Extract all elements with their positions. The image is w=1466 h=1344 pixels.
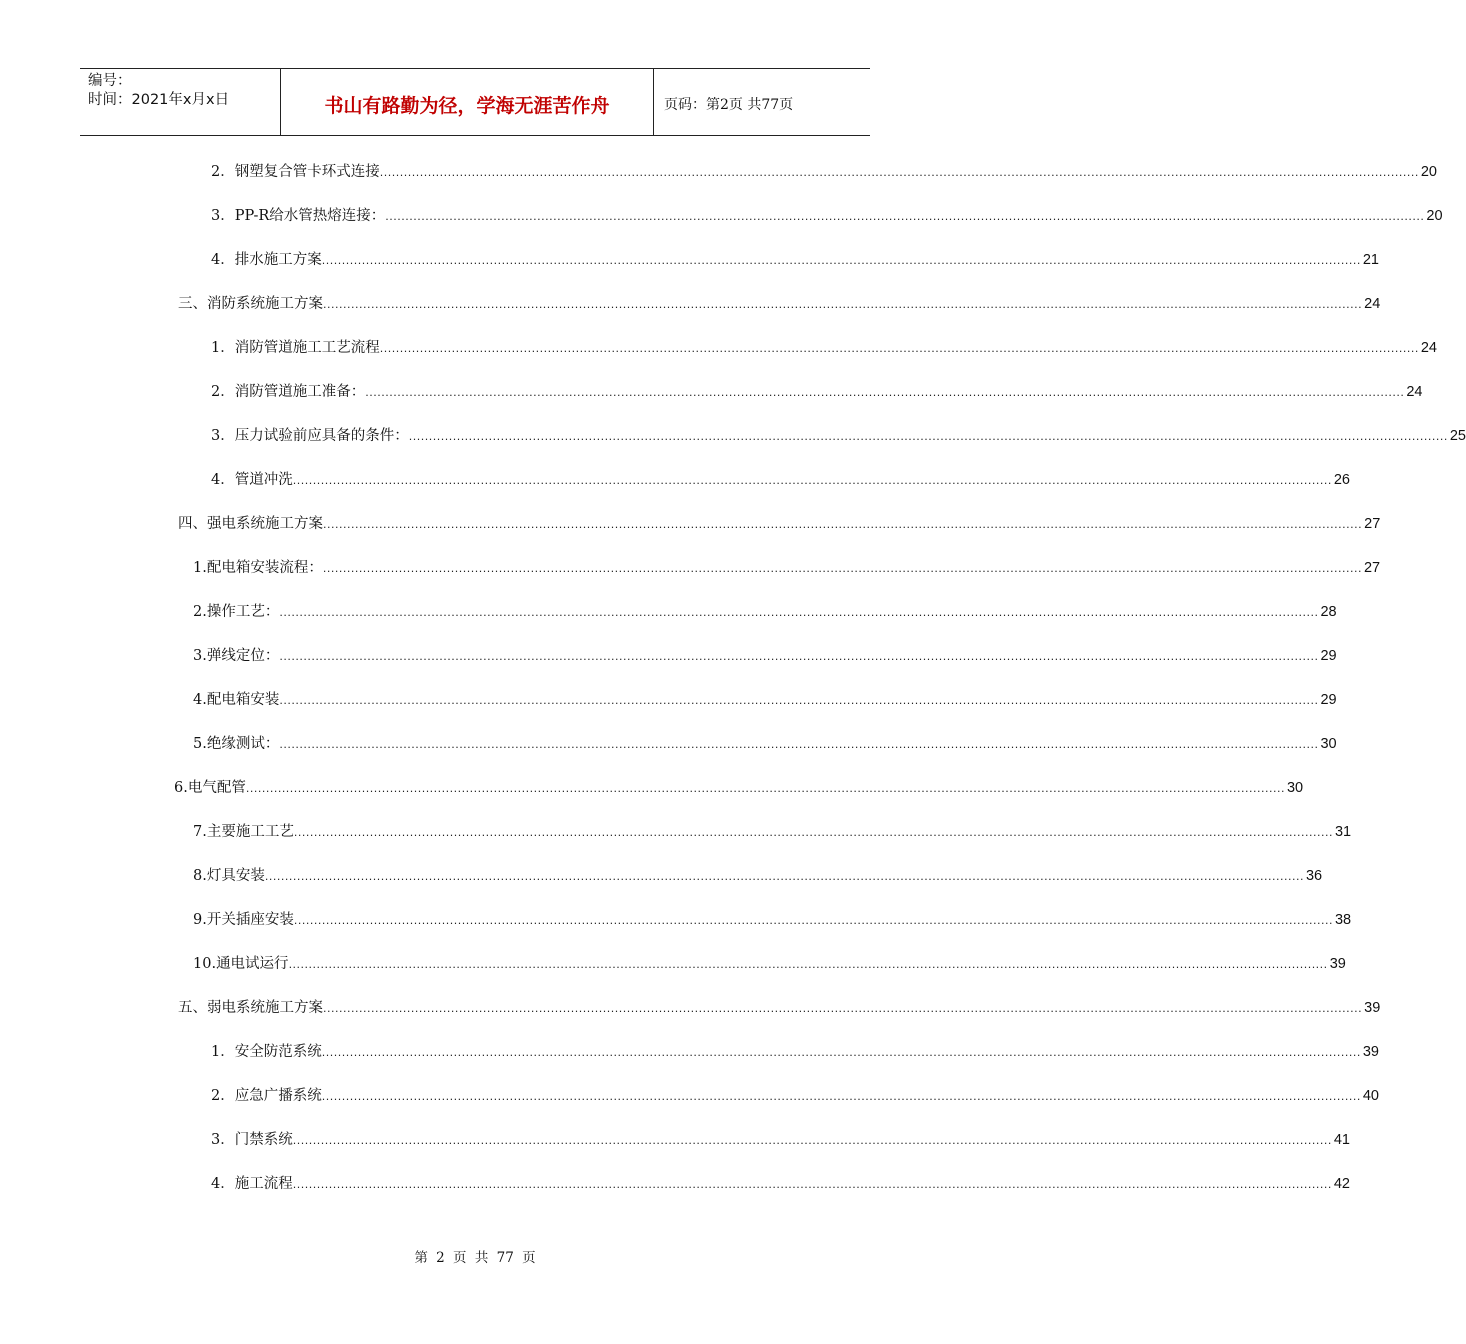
toc-leader-dots: .................................................................................................................................................................................................................................................................... xyxy=(322,562,1362,575)
toc-entry-title: 主要施工工艺 xyxy=(206,824,294,840)
toc-entry-page: 29 xyxy=(1320,692,1337,708)
toc-entry[interactable] xyxy=(211,200,1443,226)
toc-entry-title: 配电箱安装流程： xyxy=(206,560,323,576)
toc-leader-dots: .................................................................................................................................................................................................................................................................... xyxy=(293,914,1333,927)
toc-entry-title: 配电箱安装 xyxy=(206,692,280,708)
toc-entry[interactable] xyxy=(193,552,1381,578)
toc-entry-page: 24 xyxy=(1364,296,1381,312)
toc-entry-title: 绝缘测试： xyxy=(206,736,280,752)
toc-entry[interactable] xyxy=(174,772,1304,798)
toc-entry-title: 施工流程 xyxy=(234,1176,293,1192)
toc-leader-dots: .................................................................................................................................................................................................................................................................... xyxy=(279,694,1319,707)
toc-leader-dots: .................................................................................................................................................................................................................................................................... xyxy=(293,826,1333,839)
toc-entry[interactable] xyxy=(211,376,1423,402)
toc-leader-dots: .................................................................................................................................................................................................................................................................... xyxy=(408,430,1448,443)
toc-entry-title: 强电系统施工方案 xyxy=(207,516,323,532)
header-meta xyxy=(80,69,281,135)
toc-entry-page: 25 xyxy=(1449,428,1466,444)
toc-entry-number: 3． xyxy=(211,428,235,444)
toc-entry[interactable] xyxy=(193,640,1337,666)
toc-entry-title: 弱电系统施工方案 xyxy=(207,1000,323,1016)
toc-entry-title: 通电试运行 xyxy=(216,956,289,972)
toc-entry-title: PP-R给水管热熔连接： xyxy=(234,208,386,224)
toc-entry-title: 开关插座安装 xyxy=(206,912,294,928)
toc-leader-dots: .................................................................................................................................................................................................................................................................... xyxy=(264,870,1304,883)
toc-entry[interactable] xyxy=(211,1080,1379,1106)
toc-entry-number: 三、 xyxy=(178,296,207,312)
toc-entry-title: 应急广播系统 xyxy=(234,1088,322,1104)
toc-entry-page: 21 xyxy=(1362,252,1379,268)
toc-entry-page: 36 xyxy=(1305,868,1323,884)
toc-entry-page: 20 xyxy=(1420,164,1437,180)
page-header xyxy=(80,68,870,136)
toc-leader-dots: .................................................................................................................................................................................................................................................................... xyxy=(292,1134,1332,1147)
toc-entry-title: 门禁系统 xyxy=(234,1132,293,1148)
toc-leader-dots: .................................................................................................................................................................................................................................................................... xyxy=(288,958,1328,971)
header-number-label: 编号： xyxy=(88,73,132,89)
toc-leader-dots: .................................................................................................................................................................................................................................................................... xyxy=(321,1046,1361,1059)
toc-entry-page: 29 xyxy=(1320,648,1337,664)
toc-entry[interactable] xyxy=(178,992,1381,1018)
toc-entry-page: 39 xyxy=(1362,1044,1379,1060)
toc-leader-dots: .................................................................................................................................................................................................................................................................... xyxy=(279,738,1319,751)
header-page-info: 页码：第2页 共77页 xyxy=(664,97,794,113)
toc-entry-page: 40 xyxy=(1362,1088,1379,1104)
toc-entry-page: 24 xyxy=(1406,384,1423,400)
toc-entry-title: 消防管道施工工艺流程 xyxy=(234,340,380,356)
toc-entry-number: 2． xyxy=(211,1088,235,1104)
toc-entry-number: 10. xyxy=(193,956,217,972)
toc-entry[interactable] xyxy=(178,288,1381,314)
toc-entry-number: 2. xyxy=(193,604,207,620)
toc-entry-title: 电气配管 xyxy=(187,780,246,796)
toc-entry-page: 31 xyxy=(1334,824,1352,840)
toc-entry[interactable] xyxy=(178,508,1381,534)
toc-leader-dots: .................................................................................................................................................................................................................................................................... xyxy=(323,298,1363,311)
toc-entry-title: 排水施工方案 xyxy=(234,252,322,268)
toc-entry-number: 4． xyxy=(211,252,235,268)
toc-entry[interactable] xyxy=(193,816,1352,842)
toc-entry[interactable] xyxy=(193,860,1323,886)
toc-entry-title: 管道冲洗 xyxy=(234,472,293,488)
toc-entry-page: 39 xyxy=(1364,1000,1381,1016)
toc-entry[interactable] xyxy=(193,728,1337,754)
toc-entry-page: 39 xyxy=(1329,956,1346,972)
toc-leader-dots: .................................................................................................................................................................................................................................................................... xyxy=(365,386,1405,399)
toc-entry-page: 24 xyxy=(1420,340,1437,356)
toc-leader-dots: .................................................................................................................................................................................................................................................................... xyxy=(379,166,1419,179)
toc-entry-page: 27 xyxy=(1363,560,1381,576)
toc-leader-dots: .................................................................................................................................................................................................................................................................... xyxy=(321,1090,1361,1103)
toc-entry-title: 操作工艺： xyxy=(206,604,280,620)
toc-entry-page: 41 xyxy=(1333,1132,1350,1148)
toc-entry-number: 8. xyxy=(193,868,207,884)
toc-entry-title: 消防系统施工方案 xyxy=(207,296,323,312)
toc-entry-title: 安全防范系统 xyxy=(234,1044,322,1060)
toc-entry-number: 1． xyxy=(211,340,235,356)
toc-entry[interactable] xyxy=(211,244,1379,270)
toc-leader-dots: .................................................................................................................................................................................................................................................................... xyxy=(292,474,1332,487)
toc-entry[interactable] xyxy=(211,332,1437,358)
toc-entry-number: 2． xyxy=(211,164,235,180)
toc-entry-number: 7. xyxy=(193,824,207,840)
toc-entry-number: 5. xyxy=(193,736,207,752)
toc-entry[interactable] xyxy=(211,156,1437,182)
toc-entry[interactable] xyxy=(211,1036,1379,1062)
toc-leader-dots: .................................................................................................................................................................................................................................................................... xyxy=(379,342,1419,355)
toc-entry-page: 26 xyxy=(1333,472,1350,488)
toc-entry-number: 1. xyxy=(193,560,207,576)
toc-entry-title: 钢塑复合管卡环式连接 xyxy=(234,164,380,180)
toc-entry-number: 1． xyxy=(211,1044,235,1060)
toc-entry-page: 38 xyxy=(1334,912,1352,928)
toc-entry-number: 4． xyxy=(211,1176,235,1192)
toc-leader-dots: .................................................................................................................................................................................................................................................................... xyxy=(279,650,1319,663)
toc-entry-page: 30 xyxy=(1286,780,1304,796)
toc-entry-number: 3. xyxy=(193,648,207,664)
toc-entry[interactable] xyxy=(193,684,1337,710)
toc-leader-dots: .................................................................................................................................................................................................................................................................... xyxy=(323,1002,1363,1015)
toc-leader-dots: .................................................................................................................................................................................................................................................................... xyxy=(323,518,1363,531)
toc-entry-title: 消防管道施工准备： xyxy=(234,384,366,400)
toc-entry-title: 弹线定位： xyxy=(206,648,280,664)
page-footer: 第 2 页 共 77 页 xyxy=(414,1250,536,1266)
toc-entry[interactable] xyxy=(193,948,1346,974)
toc-entry-number: 6. xyxy=(174,780,188,796)
toc-entry-title: 压力试验前应具备的条件： xyxy=(234,428,409,444)
toc-entry[interactable] xyxy=(211,420,1466,446)
toc-entry-number: 四、 xyxy=(178,516,207,532)
toc-entry[interactable] xyxy=(211,464,1350,490)
toc-entry-number: 9. xyxy=(193,912,207,928)
toc-leader-dots: .................................................................................................................................................................................................................................................................... xyxy=(385,210,1425,223)
toc-entry[interactable] xyxy=(211,1168,1350,1194)
toc-entry-number: 3． xyxy=(211,208,235,224)
toc-leader-dots: .................................................................................................................................................................................................................................................................... xyxy=(292,1178,1332,1191)
toc-entry-number: 4． xyxy=(211,472,235,488)
toc-entry-page: 30 xyxy=(1320,736,1337,752)
toc-entry-number: 4. xyxy=(193,692,207,708)
toc-leader-dots: .................................................................................................................................................................................................................................................................... xyxy=(279,606,1319,619)
toc-entry[interactable] xyxy=(193,596,1337,622)
toc-entry[interactable] xyxy=(193,904,1352,930)
toc-entry-page: 28 xyxy=(1320,604,1337,620)
toc-entry-number: 五、 xyxy=(178,1000,207,1016)
toc-entry-title: 灯具安装 xyxy=(206,868,265,884)
toc-entry-page: 42 xyxy=(1333,1176,1350,1192)
header-time-label: 时间：2021年x月x日 xyxy=(88,92,230,108)
toc-entry-number: 3． xyxy=(211,1132,235,1148)
toc-entry-page: 27 xyxy=(1364,516,1381,532)
header-motto: 书山有路勤为径，学海无涯苦作舟 xyxy=(281,69,654,135)
toc-leader-dots: .................................................................................................................................................................................................................................................................... xyxy=(245,782,1285,795)
toc-entry-page: 20 xyxy=(1426,208,1443,224)
toc-entry[interactable] xyxy=(211,1124,1350,1150)
toc-entry-number: 2． xyxy=(211,384,235,400)
toc-leader-dots: .................................................................................................................................................................................................................................................................... xyxy=(321,254,1361,267)
